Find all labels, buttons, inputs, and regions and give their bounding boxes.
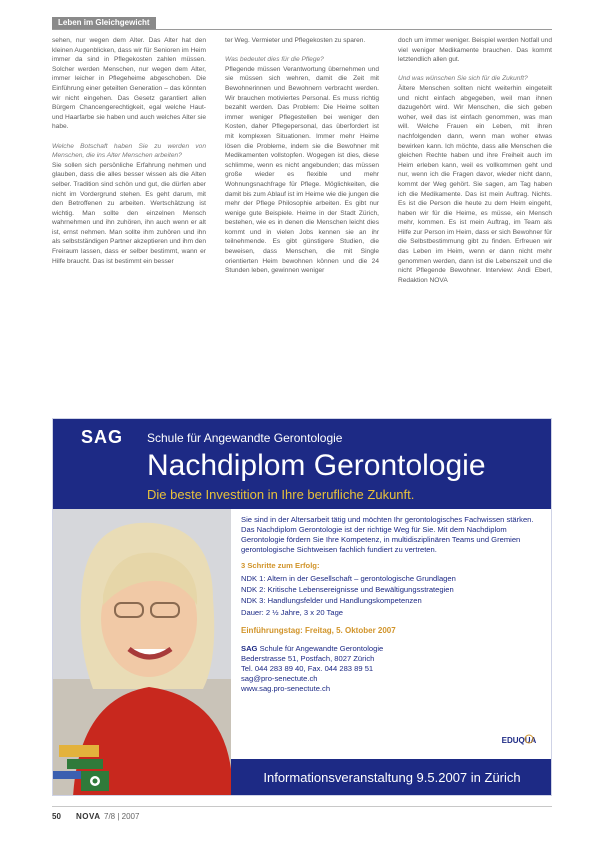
article-paragraph: ter Weg. Vermieter und Pflegekosten zu sparen. [225,37,366,44]
article-column-2 [225,36,379,408]
portrait-illustration [53,509,231,796]
eduqua-badge-icon [499,729,539,751]
article-paragraph: Ältere Menschen sollten nicht weiterhin eingeteilt und nicht einfach abgegeben, weil man ihnen dazugehört wird. Wir Menschen, die sich geben woher, weil das ist einfach genommen, was man will. Welche Frauen ein Leben, mit ihren nachfolgenden dann, wenn man woher etwas bewirken kann. Ich möchte, dass alle Menschen die gleichen Rechte haben und ihre Freiheit auch im Heim erleben kann, weil es vollkommen geht und nur, wenn ich die Fragen davor, wieder nicht dann, kommt der Weg gehört. Sie sagen, am Tag haben ich die Medikamente. Das ist mein Auftrag. Nichts. Es ist die Person die heute zu dem Heim eingeht, haben wir für die Heime, es müsse, ein Mensch mehr, kommen. Es ist mein Auftrag, im Team als Hilfe zur Person im Heim, dass er sich Bewohner für die Selbstbestimmung gibt zu finden. Erfreuen wir das Leben im Heim, wenn er dann nicht mehr genommen werden, dann ist die Lebenszeit und die nicht Pflegende Bewohner. Interview: Andi Eberl, Redaktion NOVA [398,84,552,284]
ad-steps-heading: 3 Schritte zum Erfolg: [241,561,320,570]
article-column-1 [52,36,206,408]
ad-school-name: Schule für Angewandte Gerontologie [147,431,343,445]
ad-body [241,515,549,694]
ad-step: NDK 2: Kritische Lebensereignisse und Bewältigungsstrategien [241,585,454,594]
interview-question: Welche Botschaft haben Sie zu werden von Menschen, die ins Alter Menschen arbeiten? [52,142,206,160]
paragraph-gap [52,132,206,142]
ad-contact-phone: Tel. 044 283 89 40, Fax. 044 283 89 51 [241,664,374,673]
page-number: 50 [52,812,61,821]
section-tab: Leben im Gleichgewicht [52,17,156,29]
ad-brand: SAG [81,427,124,447]
ad-header-band [53,419,552,509]
ad-start-date: Einführungstag: Freitag, 5. Oktober 2007 [241,626,396,635]
interview-question: Was bedeutet dies für die Pflege? [225,56,324,64]
paragraph-gap [225,46,379,56]
ad-tagline: Die beste Investition in Ihre berufliche Zukunft. [147,487,415,502]
article-paragraph: doch um immer weniger. Beispiel werden Notfall und viel weniger Medikamente brauchen. Das kommt letztendlich allen gut. [398,37,552,64]
ad-intro-text: Sie sind in der Altersarbeit tätig und möchten Ihr gerontologisches Fachwissen stärken. Das Nachdiplom Gerontologie ist der richtige Weg für Sie. Mit dem Nachdiplom Gerontologie fördern Sie Ihre Kompetenz, in multidisziplinären Teams und Gremien gerontologische Sichtweisen fachlich fundiert zu vertreten. [241,515,534,554]
interview-question: Und was wünschen Sie sich für die Zukunft? [398,75,528,83]
header-rule [52,29,552,30]
ad-contact-org: SAG Schule für Angewandte Gerontologie [241,644,384,653]
ad-contact-email[interactable]: sag@pro-senectute.ch [241,674,318,683]
paragraph-gap [398,65,552,75]
ad-step: NDK 3: Handlungsfelder und Handlungskompetenzen [241,596,422,605]
article-paragraph: Pflegende müssen Verantwortung übernehmen und sie müssen sich wehren, damit die Zeit mit Bewohnerinnen und Bewohnern verbracht werden. Wir brauchen motiviertes Personal. Es muss richtig bezahlt werden. Das Problem: Die Heime sollten immer weniger Pflegestellen bei weniger den Kosten, daher Pflegepersonal, das überfordert ist mit komplexen Situationen. Immer mehr Heime lösen die Probleme, indem sie die Bewohner mit Medikamenten vollstopfen. Wogegen ist dies, diese schlimme, wenn es nicht angebunden; das müssen große wieder es flexible und mehr Wohnungsnachfrage für Pflege. Möglichkeiten, die damit bis zum Ablauf ist im Heime wie die jungen die mehr der Pflege Philosophie arbeiten. Es gibt nur wenige gute Beispiele. Heime in der Stadt Zürich, bestehen, wie es in denen die Menschen leicht dies kommt und in vielen Jobs kennen sie an ihr teilnehmende. Es gibt günstigere Studien, die beweisen, dass Menschen, die mit Single orientierten Heim bewohnen können und die 24 Stunden leben, gewinnen weniger [225,65,379,275]
footer-rule [52,806,552,807]
ad-info-event-banner[interactable]: Informationsveranstaltung 9.5.2007 in Zürich [231,759,552,796]
pro-senectute-logo-icon [81,771,109,791]
article-column-3 [398,36,552,408]
magazine-name: NOVA [76,812,101,821]
ad-title: Nachdiplom Gerontologie [147,449,486,482]
issue-number: 7/8 | 2007 [104,812,140,821]
ad-portrait-photo [53,509,231,796]
article-paragraph: sehen, nur wegen dem Alter. Das Alter hat den kleinen Augenblicken, dass wir für Senioren im Heim immer da sind in Pflegekosten zahlen müssen. Solcher werden Menschen, nur wegen dem Alter, immer leicher in Pflegeheime abgeschoben. Die Einführung einer geteilten Generation – das könnten wir nicht eingehen. Das Gesetz garantiert allen Bürgern Chancengerechtigkeit, egal welche Haut- und Haarfarbe sie haben und auch welches Alter sie habe. [52,37,206,131]
article-body [52,36,552,408]
article-paragraph: Sie sollen sich persönliche Erfahrung nehmen und glauben, dass die alles besser wissen als die Alten selber. Tradition sind schön und gut, die dürfen aber nicht im Vordergrund stehen. Es geht darum, mit den Betroffenen zu arbeiten. Wertschätzung ist wichtig. Man sollte den einzelnen Mensch wahrnehmen und ihn zuhören, ihn auch wenn er alt ist, ernst nehmen. Man sollte ihm zuhören und ihn als selbstständigen Partner akzeptieren und ihm den Freiraum lassen, dass er selber bestimmt, wann er Hilfe braucht. Das ist bestimmt ein besser [52,161,206,265]
ad-contact-website[interactable]: www.sag.pro-senectute.ch [241,684,331,693]
ad-contact-block [241,644,549,694]
ad-duration: Dauer: 2 ½ Jahre, 3 x 20 Tage [241,608,344,617]
ad-contact-address: Bederstrasse 51, Postfach, 8027 Zürich [241,654,375,663]
ad-step: NDK 1: Altern in der Gesellschaft – gerontologische Grundlagen [241,574,456,583]
eduqua-badge-label: EDUQUA [501,736,537,745]
advertisement[interactable] [52,418,552,796]
